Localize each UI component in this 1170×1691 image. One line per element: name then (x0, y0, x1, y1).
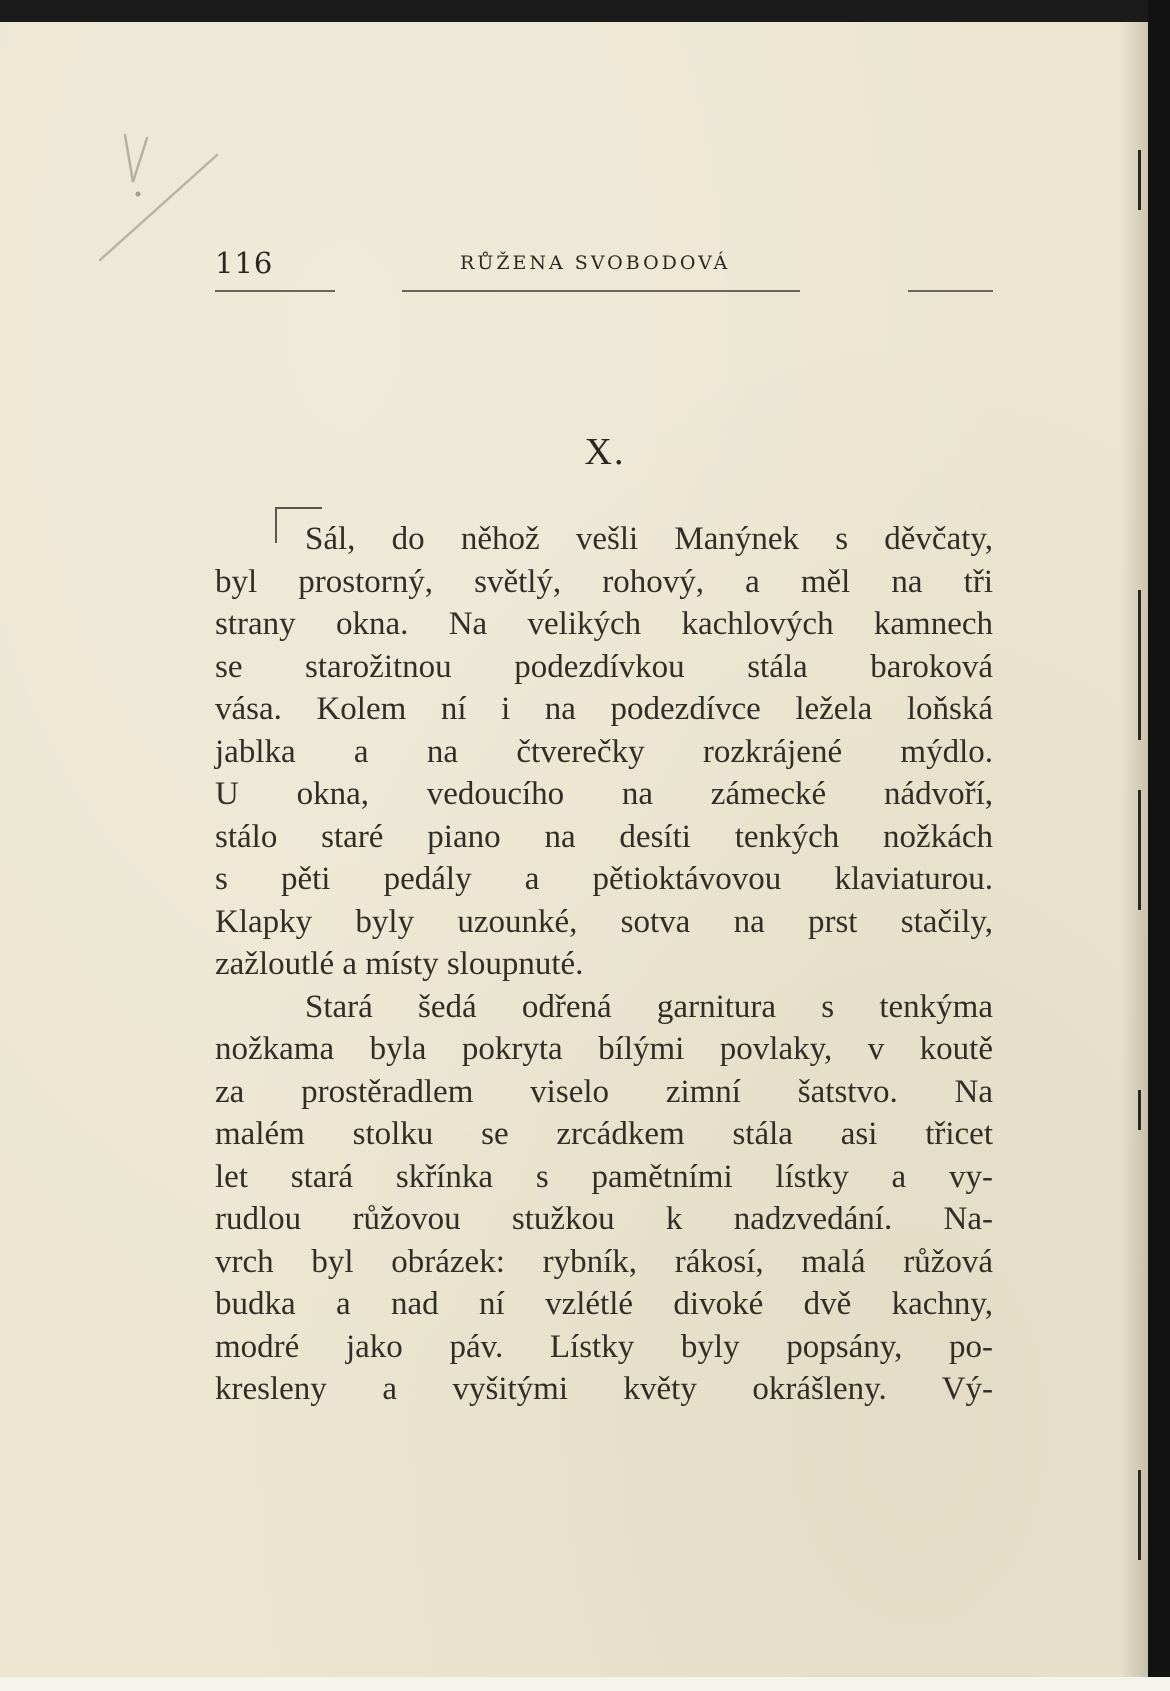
page-edge-tick (1138, 590, 1141, 740)
header-rule-right (908, 290, 993, 292)
text-line: nožkama byla pokryta bílými povlaky, v koutě (215, 1031, 993, 1067)
text-line: stálo staré piano na desíti tenkých nožkách (215, 818, 993, 855)
text-line: vrch byl obrázek: rybník, rákosí, malá růžová (215, 1243, 993, 1280)
page-edge-tick (1138, 150, 1141, 210)
text-line: strany okna. Na velikých kachlových kamnech (215, 606, 993, 642)
scan-border-top (0, 0, 1170, 22)
text-line: zažloutlé a místy sloupnuté. (215, 946, 584, 982)
text-line: Sál, do něhož vešli Manýnek s děvčaty, (305, 521, 993, 557)
text-line: s pěti pedály a pětioktávovou klaviaturou. (215, 861, 993, 897)
text-line: modré jako páv. Lístky byly popsány, po- (215, 1328, 993, 1365)
text-line: budka a nad ní vzlétlé divoké dvě kachny, (215, 1286, 993, 1322)
pencil-annotation-mark (95, 130, 225, 280)
page-edge-tick (1138, 1470, 1141, 1560)
text-line: za prostěradlem viselo zimní šatstvo. Na (215, 1073, 993, 1110)
text-line: jablka a na čtverečky rozkrájené mýdlo. (215, 733, 993, 770)
running-head-author: RŮŽENA SVOBODOVÁ (460, 252, 731, 274)
text-line: Stará šedá odřená garnitura s tenkýma (305, 988, 993, 1025)
text-line: rudlou růžovou stužkou k nadzvedání. Na- (215, 1201, 993, 1237)
header-rule-center (402, 290, 800, 292)
page-edge-shadow (1120, 0, 1148, 1678)
text-line: kresleny a vyšitými květy okrášleny. Vý- (215, 1371, 993, 1407)
text-line: vása. Kolem ní i na podezdívce ležela loňská (215, 691, 993, 727)
text-line: se starožitnou podezdívkou stála baroková (215, 648, 993, 685)
text-line: U okna, vedoucího na zámecké nádvoří, (215, 776, 993, 812)
text-line: byl prostorný, světlý, rohový, a měl na tři (215, 563, 993, 600)
text-line: let stará skřínka s pamětními lístky a vy- (215, 1158, 993, 1195)
body-text (215, 518, 993, 1411)
running-head (215, 246, 993, 278)
text-line: malém stolku se zrcádkem stála asi třicet (215, 1116, 993, 1152)
page-edge-tick (1138, 1090, 1141, 1130)
chapter-number: X. (584, 431, 626, 473)
page-edge-tick (1138, 790, 1141, 910)
scan-border-bottom (0, 1677, 1170, 1691)
scan-border-right (1148, 0, 1170, 1691)
header-rule-left (215, 290, 335, 292)
page-number: 116 (215, 246, 274, 280)
text-line: Klapky byly uzounké, sotva na prst stačily, (215, 903, 993, 940)
